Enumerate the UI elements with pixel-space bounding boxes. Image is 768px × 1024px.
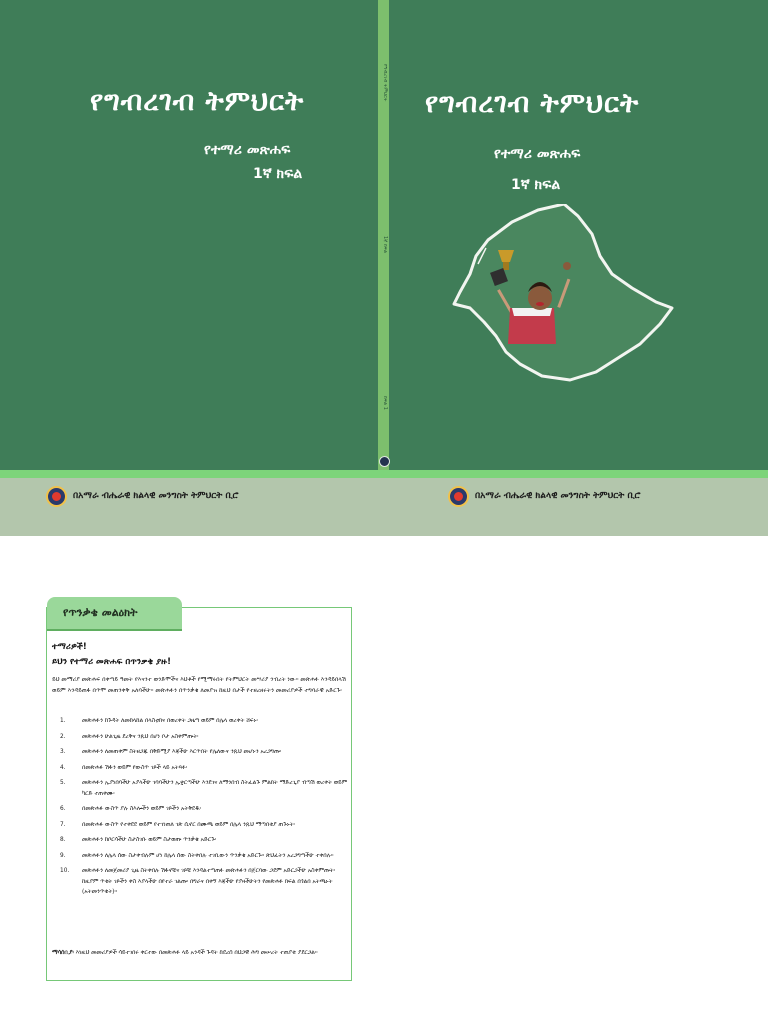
front-cover-title: የግብረገብ ትምህርት [425, 88, 640, 119]
bureau-emblem-icon [46, 486, 67, 507]
back-bureau-line [46, 485, 239, 507]
spine-title: የግብረገብ ትምህርት [382, 64, 388, 102]
spine-grade: 1ኛ ክፍል [382, 236, 388, 254]
list-item: 1. መጽሐፉን ከጉዳት ለመከላከል በላስቲክና በወረቀት ጋዜጣ ወይም በሌላ ወረቀት ሸፍኑ፡ [60, 718, 258, 724]
list-item: 3. መጽሐፉን ለመጠቀም ስትዘጋጁ በቅድሚያ እጃችሁ እርጥበት የሌለውና ንጹህ መሆኑን አረጋግጡ፡ [60, 749, 282, 755]
notice-greeting: ተማሪዎች! [52, 642, 87, 652]
notice-list [56, 716, 348, 903]
list-item: 9. መጽሐፉን ለሌላ ሰው ስታቀብሉም ሆነ ከሌላ ሰው ስትቀበሉ ተገቢውን ጥንቃቄ አድርጉ፡፡ ጽህፈትን አረጋግጣችሁ ተቀበሉ፡፡ [60, 852, 334, 859]
list-item: 8. መጽሐፉን ከቦርሳችሁ ስታስገቡ ወይም ስታወጡ ጥንቃቄ አድርጉ፡ [60, 837, 217, 843]
footer-text: እነዚህ መመሪያዎች ሳይተገበሩ ቀርተው በመጽሐፉ ላይ አንዳች ጉዳት ከደረሰ በህጋዊ ሕግ መሠረት ተጠያቂ ያደርጋል፡፡ [75, 950, 318, 956]
bureau-emblem-icon [448, 486, 469, 507]
list-item: 5. መጽሐፉን ኢያነበባችሁ አያላችሁ ገባባችሁን ኢቋርጣችሁ እንደገና ለማንበብ ስትፈልጉ ምልክት ማድረጊያ ብጣሽ ወረቀት ወይም ካርድ ተጠቀሙ፡ [60, 780, 348, 797]
list-item: 2. መጽሐፉን ሁልጊዜ ደረቅና ንጹህ በሆነ ቦታ አስቀምጡት፡ [60, 733, 199, 740]
footer-label: ማሳሰቢያ፡ [52, 950, 74, 956]
cover-accent-band [0, 470, 768, 478]
back-cover-grade: 1ኛ ክፍል [253, 166, 303, 182]
notice-intro: ይህ መማሪያ መጽሐፍ በቀጣይ ዓመት የእናንተ ወንድሞችና እህቶች የሚማሩበት የትምህርት መሣሪያ ንብረት ነው፡፡ መጽሐፉ እንዳይበላሽ ወይም እንዳይጠፋ በጥሞ መጠንቀቅ አለባችሁ፡፡ መጽሐፉን በጥንቃቄ ለመያዝ ከዚህ በታች የተዘረዘሩትን መመሪያዎች ተግባራዊ አድርጉ፡ [52, 676, 346, 694]
back-cover-panel [0, 0, 378, 478]
spine-level: ክፍል 1 [382, 396, 388, 410]
back-cover-subtitle: የተማሪ መጽሐፍ [204, 142, 291, 158]
notice-heading: ይህን የተማሪ መጽሐፍ በጥንቃቄ ያዙ! [52, 657, 171, 667]
notice-footer [52, 948, 346, 959]
notice-tab [47, 597, 182, 631]
front-bureau-name: በአማራ ብሔራዊ ክልላዊ መንግስት ትምህርት ቢሮ [475, 491, 641, 501]
ethiopia-map-illustration [450, 204, 675, 382]
back-cover-title: የግብረገብ ትምህርት [90, 86, 305, 117]
list-item: 10. መጽሐፉን ለመጀመሪያ ጊዜ ስትቀበሉ ሽፋኖቹና ገጾቹ እንዳልተጣጠፉ መጽሐፉን በጀርባው ጋደም አድርጋችሁ አስቀምጡት፡ ከዚያም ጥቂት ገጾችን ቀስ እያላችሁ በየተራ ገልጡ፡ በግራና በቀኝ እጃችሁ የያዛችሁትን የመጽሐፉ ክፍል በጎልበ አትጫኑት (አትመንጥቁት)፡፡ [60, 868, 336, 895]
front-cover-subtitle: የተማሪ መጽሐፍ [494, 146, 581, 162]
notice-tab-title: የጥንቃቄ መልዕክት [63, 606, 138, 619]
list-item: 7. በመጽሐፉ ውስጥ የተቀደደ ወይም የተገነጠለ ገጽ ሲኖር በሙጫ ወይም በሌላ ንጹህ ማጣበቂያ ጠጉኑት፡ [60, 821, 295, 828]
list-item: 4. በመጽሐፉ ሽፋን ወይም የውስጥ ገጾች ላይ አትጻፉ፡ [60, 764, 188, 771]
front-cover-grade: 1ኛ ክፍል [511, 177, 561, 193]
back-bureau-name: በአማራ ብሔራዊ ክልላዊ መንግስት ትምህርት ቢሮ [73, 491, 239, 501]
spine-emblem-icon [379, 456, 390, 467]
list-item: 6. በመጽሐፉ ውስጥ ያሉ ስእሎችን ወይም ገጾችን አትቅደዱ፡ [60, 806, 202, 812]
front-bureau-line [448, 485, 641, 507]
